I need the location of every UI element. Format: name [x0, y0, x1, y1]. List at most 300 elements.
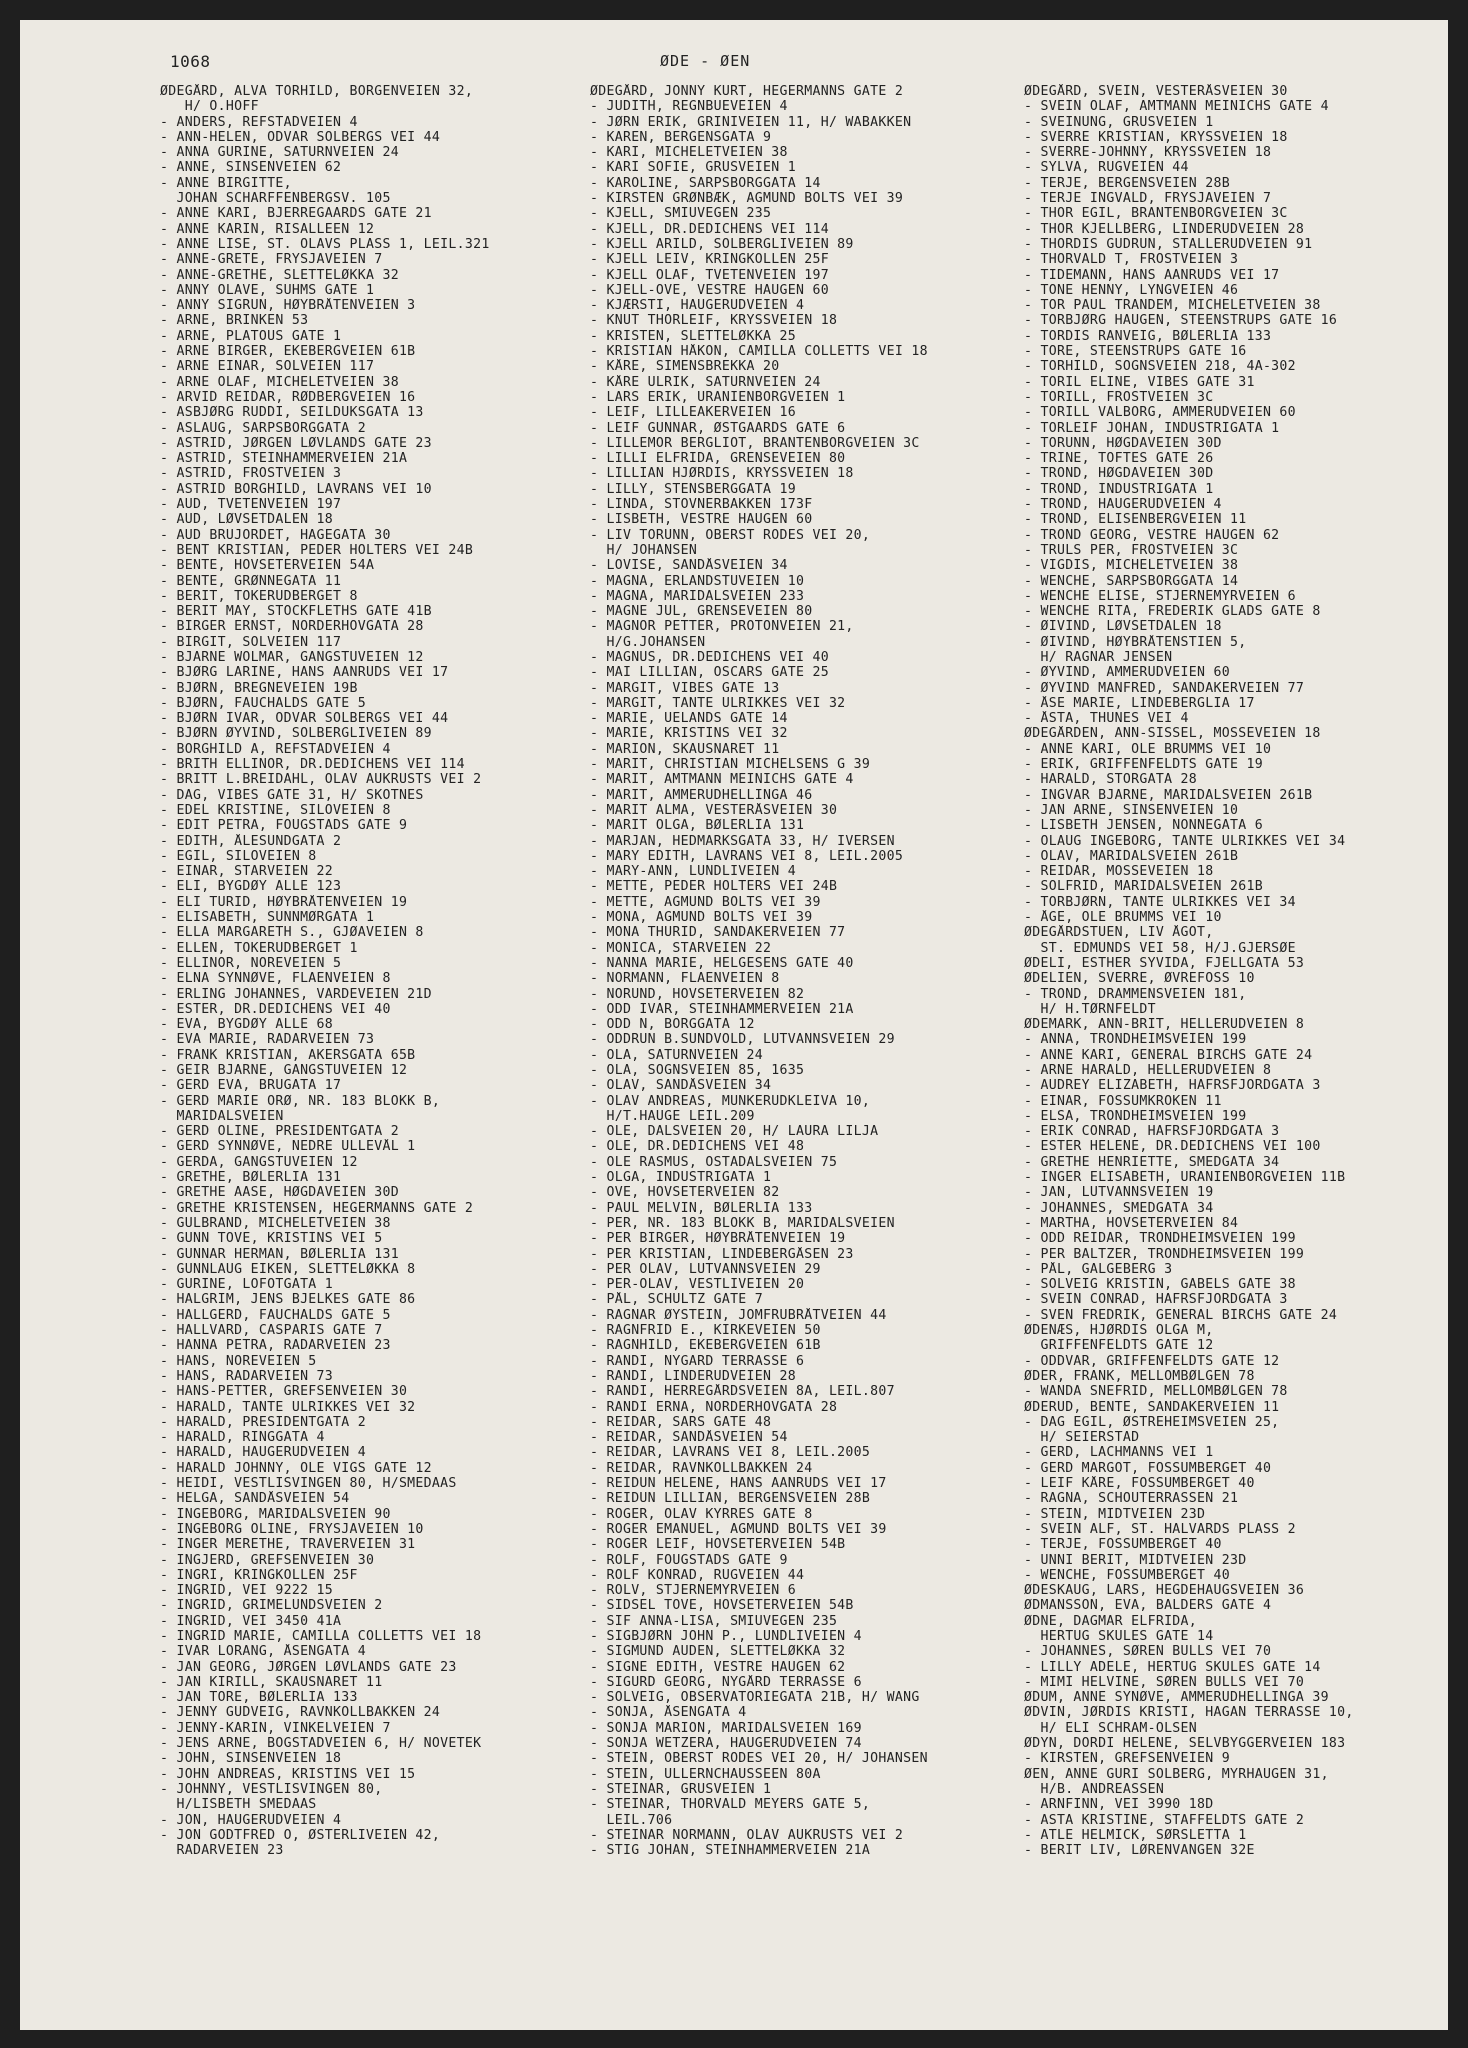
directory-entry-line: - THOR KJELLBERG, LINDERUDVEIEN 28	[1024, 221, 1305, 237]
directory-entry-line: ØDERUD, BENTE, SANDAKERVEIEN 11	[1024, 1399, 1280, 1415]
directory-entry-line: - BIRGIT, SOLVEIEN 117	[160, 634, 342, 650]
directory-entry-line: - EVA MARIE, RADARVEIEN 73	[160, 1032, 375, 1048]
directory-entry-line: - ANNE KARIN, RISALLEEN 12	[160, 221, 375, 237]
directory-entry-line: - BENTE, HOVSETERVEIEN 54A	[160, 558, 375, 574]
directory-entry-line: - BRITH ELLINOR, DR.DEDICHENS VEI 114	[160, 757, 465, 773]
directory-entry-line: - HALLGERD, FAUCHALDS GATE 5	[160, 1307, 391, 1323]
directory-entry-line: - INGJERD, GREFSENVEIEN 30	[160, 1552, 375, 1568]
directory-entry-line: - TROND, HAUGERUDVEIEN 4	[1024, 497, 1222, 513]
directory-entry-line: - TRULS PER, FROSTVEIEN 3C	[1024, 542, 1239, 558]
directory-entry-line: - VIGDIS, MICHELETVEIEN 38	[1024, 558, 1239, 574]
directory-entry-line: - ASTRID BORGHILD, LAVRANS VEI 10	[160, 481, 432, 497]
directory-entry-line: - INGEBORG, MARIDALSVEIEN 90	[160, 1506, 391, 1522]
directory-entry-line: ST. EDMUNDS VEI 58, H/J.GJERSØE	[1024, 940, 1296, 956]
directory-entry-line: - SVEIN ALF, ST. HALVARDS PLASS 2	[1024, 1521, 1296, 1537]
directory-entry-line: - STEIN, OBERST RODES VEI 20, H/ JOHANSEN	[590, 1751, 928, 1767]
directory-entry-line: - LEIF, LILLEAKERVEIEN 16	[590, 405, 796, 421]
directory-entry-line: - KIRSTEN GRØNBÆK, AGMUND BOLTS VEI 39	[590, 191, 904, 207]
column-1	[160, 84, 580, 1858]
directory-entry-line: - KJÆRSTI, HAUGERUDVEIEN 4	[590, 298, 805, 314]
directory-entry-line: - ØIVIND, HØYBRÅTENSTIEN 5,	[1024, 634, 1247, 650]
directory-entry-line: - ODDRUN B.SUNDVOLD, LUTVANNSVEIEN 29	[590, 1032, 895, 1048]
directory-entry-line: - ROGER EMANUEL, AGMUND BOLTS VEI 39	[590, 1521, 887, 1537]
directory-entry-line: - ARNE, BRINKEN 53	[160, 313, 309, 329]
directory-entry-line: - KJELL, DR.DEDICHENS VEI 114	[590, 221, 829, 237]
directory-entry-line: - RANDI ERNA, NORDERHOVGATA 28	[590, 1399, 838, 1415]
directory-entry-line: MARIDALSVEIEN	[160, 1108, 284, 1124]
directory-entry-line: - ARNE HARALD, HELLERUDVEIEN 8	[1024, 1063, 1272, 1078]
directory-entry-line: - TORDIS RANVEIG, BØLERLIA 133	[1024, 328, 1272, 344]
directory-entry-line: - ELSA, TRONDHEIMSVEIEN 199	[1024, 1108, 1247, 1124]
directory-entry-line: - KJELL-OVE, VESTRE HAUGEN 60	[590, 282, 829, 298]
directory-entry-line: - NORMANN, FLAENVEIEN 8	[590, 971, 780, 987]
directory-entry-line: - DAG, VIBES GATE 31, H/ SKOTNES	[160, 787, 424, 803]
directory-entry-line: - ERLING JOHANNES, VARDEVEIEN 21D	[160, 986, 432, 1002]
directory-entry-line: - SOLVEIG KRISTIN, GABELS GATE 38	[1024, 1277, 1296, 1293]
directory-entry-line: - AUDREY ELIZABETH, HAFRSFJORDGATA 3	[1024, 1078, 1321, 1094]
directory-entry-line: - JAN KIRILL, SKAUSNARET 11	[160, 1674, 383, 1690]
directory-entry-line: HERTUG SKULES GATE 14	[1024, 1628, 1214, 1644]
directory-entry-line: - ARNE EINAR, SOLVEIEN 117	[160, 359, 375, 375]
directory-entry-line: - ERIK, GRIFFENFELDTS GATE 19	[1024, 757, 1263, 773]
directory-entry-line: - SVERRE-JOHNNY, KRYSSVEIEN 18	[1024, 145, 1272, 161]
directory-entry-line: - GRETHE KRISTENSEN, HEGERMANNS GATE 2	[160, 1200, 474, 1216]
directory-entry-line: - ØIVIND, LØVSETDALEN 18	[1024, 619, 1222, 635]
directory-entry-line: H/ H.TØRNFELDT	[1024, 1001, 1156, 1017]
directory-entry-line: - STEINAR, GRUSVEIEN 1	[590, 1781, 772, 1797]
directory-entry-line: - STEINAR NORMANN, OLAV AUKRUSTS VEI 2	[590, 1827, 904, 1843]
directory-entry-line: - INGRID, GRIMELUNDSVEIEN 2	[160, 1598, 383, 1614]
directory-entry-line: - LILLY ADELE, HERTUG SKULES GATE 14	[1024, 1659, 1321, 1675]
directory-entry-line: - LARS ERIK, URANIENBORGVEIEN 1	[590, 389, 846, 405]
directory-entry-line: - HELGA, SANDÅSVEIEN 54	[160, 1491, 350, 1507]
directory-entry-line: - BIRGER ERNST, NORDERHOVGATA 28	[160, 619, 424, 635]
directory-entry-line: - OLE, DR.DEDICHENS VEI 48	[590, 1139, 805, 1155]
directory-entry-line: - MARY EDITH, LAVRANS VEI 8, LEIL.2005	[590, 848, 904, 864]
directory-entry-line: - ANN-HELEN, ODVAR SOLBERGS VEI 44	[160, 129, 441, 145]
directory-entry-line: - ROGER LEIF, HOVSETERVEIEN 54B	[590, 1537, 846, 1553]
directory-entry-line: - GERD, LACHMANNS VEI 1	[1024, 1445, 1214, 1461]
directory-entry-line: - PÅL, GALGEBERG 3	[1024, 1261, 1173, 1277]
directory-entry-line: - SVEN FREDRIK, GENERAL BIRCHS GATE 24	[1024, 1307, 1338, 1323]
directory-entry-line: - PER BALTZER, TRONDHEIMSVEIEN 199	[1024, 1246, 1305, 1262]
directory-entry-line: - ARNFINN, VEI 3990 18D	[1024, 1797, 1214, 1813]
directory-entry-line: - ANNY OLAVE, SUHMS GATE 1	[160, 282, 375, 298]
directory-entry-line: - JOHN, SINSENVEIEN 18	[160, 1751, 342, 1767]
directory-entry-line: - OLA, SATURNVEIEN 24	[590, 1047, 764, 1063]
directory-entry-line: - GERD EVA, BRUGATA 17	[160, 1078, 342, 1094]
directory-entry-line: - METTE, AGMUND BOLTS VEI 39	[590, 894, 821, 910]
directory-entry-line: - ANNE KARI, BJERREGAARDS GATE 21	[160, 206, 432, 222]
directory-entry-line: - ASBJØRG RUDDI, SEILDUKSGATA 13	[160, 405, 424, 421]
directory-entry-line: - EDIT PETRA, FOUGSTADS GATE 9	[160, 818, 408, 834]
directory-entry-line: - BJØRN, BREGNEVEIEN 19B	[160, 680, 358, 696]
directory-entry-line: ØDELIEN, SVERRE, ØVREFOSS 10	[1024, 971, 1255, 987]
directory-entry-line: - EDEL KRISTINE, SILOVEIEN 8	[160, 802, 391, 818]
directory-entry-line: - ANNA GURINE, SATURNVEIEN 24	[160, 145, 399, 161]
directory-entry-line: - RAGNAR ØYSTEIN, JOMFRUBRÅTVEIEN 44	[590, 1307, 887, 1323]
directory-entry-line: - ROLF KONRAD, RUGVEIEN 44	[590, 1567, 805, 1583]
directory-entry-line: - BJØRN IVAR, ODVAR SOLBERGS VEI 44	[160, 711, 449, 727]
directory-entry-line: - BJØRN ØYVIND, SOLBERGLIVEIEN 89	[160, 726, 432, 742]
directory-entry-line: - SIDSEL TOVE, HOVSETERVEIEN 54B	[590, 1598, 854, 1614]
directory-entry-line: - UNNI BERIT, MIDTVEIEN 23D	[1024, 1552, 1247, 1568]
directory-entry-line: - MARIT OLGA, BØLERLIA 131	[590, 818, 805, 834]
directory-entry-line: - WANDA SNEFRID, MELLOMBØLGEN 78	[1024, 1384, 1288, 1400]
directory-entry-line: - ELLEN, TOKERUDBERGET 1	[160, 940, 358, 956]
directory-entry-line: - MARIE, UELANDS GATE 14	[590, 711, 788, 727]
directory-entry-line: - HANS, RADARVEIEN 73	[160, 1368, 334, 1384]
directory-entry-line: - JAN TORE, BØLERLIA 133	[160, 1690, 358, 1706]
directory-entry-line: - BERIT MAY, STÖCKFLETHS GATE 41B	[160, 604, 432, 620]
directory-entry-line: - STEIN, MIDTVEIEN 23D	[1024, 1506, 1206, 1522]
directory-entry-line: - RAGNFRID E., KIRKEVEIEN 50	[590, 1323, 821, 1339]
directory-entry-line: - GRETHE HENRIETTE, SMEDGATA 34	[1024, 1154, 1280, 1170]
directory-entry-line: - TROND GEORG, VESTRE HAUGEN 62	[1024, 527, 1280, 543]
directory-entry-line: - MARION, SKAUSNARET 11	[590, 741, 780, 757]
directory-entry-line: - GERD OLINE, PRESIDENTGATA 2	[160, 1124, 399, 1140]
directory-entry-line: - REIDAR, LAVRANS VEI 8, LEIL.2005	[590, 1445, 871, 1461]
directory-entry-line: - NANNA MARIE, HELGESENS GATE 40	[590, 955, 854, 971]
directory-entry-line: - MARTHA, HOVSETERVEIEN 84	[1024, 1215, 1239, 1231]
directory-entry-line: - GUNNAR HERMAN, BØLERLIA 131	[160, 1246, 399, 1262]
directory-entry-line: - LILLY, STENSBERGGATA 19	[590, 481, 796, 497]
directory-entry-line: - REIDAR, SANDÅSVEIEN 54	[590, 1430, 788, 1446]
directory-entry-line: - OLAV, SANDÅSVEIEN 34	[590, 1078, 772, 1094]
directory-entry-line: - MARGIT, TANTE ULRIKKES VEI 32	[590, 695, 846, 711]
directory-entry-line: ØDENÆS, HJØRDIS OLGA M,	[1024, 1323, 1214, 1339]
directory-entry-line: - ANDERS, REFSTADVEIEN 4	[160, 114, 358, 130]
directory-entry-line: - ASLAUG, SARPSBORGGATA 2	[160, 420, 366, 436]
directory-entry-line: - HARALD, HAUGERUDVEIEN 4	[160, 1445, 366, 1461]
directory-entry-line: - INGRID, VEI 9222 15	[160, 1583, 334, 1599]
column-2	[590, 84, 1020, 1858]
directory-entry-line: - TORLEIF JOHAN, INDUSTRIGATA 1	[1024, 420, 1280, 436]
directory-entry-line: - EVA, BYGDØY ALLE 68	[160, 1017, 334, 1033]
directory-entry-line: - ANNE, SINSENVEIEN 62	[160, 160, 342, 176]
column-3	[1024, 84, 1448, 1858]
directory-entry-line: - GRETHE, BØLERLIA 131	[160, 1170, 342, 1186]
directory-entry-line: - TONE HENNY, LYNGVEIEN 46	[1024, 282, 1239, 298]
directory-entry-line: - SIF ANNA-LISA, SMIUVEGEN 235	[590, 1613, 838, 1629]
directory-entry-line: - ASTRID, FROSTVEIEN 3	[160, 466, 342, 482]
directory-entry-line: - ROLV, STJERNEMYRVEIEN 6	[590, 1583, 796, 1599]
directory-entry-line: - BERIT LIV, LØRENVANGEN 32E	[1024, 1843, 1255, 1859]
directory-entry-line: - TOR PAUL TRANDEM, MICHELETVEIEN 38	[1024, 298, 1321, 314]
directory-entry-line: - KJELL, SMIUVEGEN 235	[590, 206, 772, 222]
directory-entry-line: - BJØRG LARINE, HANS AANRUDS VEI 17	[160, 665, 449, 681]
directory-entry-line: - KJELL OLAF, TVETENVEIEN 197	[590, 267, 829, 283]
directory-entry-line: ØDMANSSON, EVA, BALDERS GATE 4	[1024, 1598, 1272, 1614]
directory-entry-line: - BJARNE WOLMAR, GANGSTUVEIEN 12	[160, 649, 424, 665]
directory-entry-line: GRIFFENFELDTS GATE 12	[1024, 1338, 1214, 1354]
directory-entry-line: - JOHANNES, SØREN BULLS VEI 70	[1024, 1644, 1272, 1660]
directory-entry-line: - EINAR, STARVEIEN 22	[160, 864, 334, 880]
directory-entry-line: - MARIT ALMA, VESTERÅSVEIEN 30	[590, 802, 838, 818]
directory-entry-line: - HANS, NOREVEIEN 5	[160, 1353, 317, 1369]
directory-entry-line: - ROGER, OLAV KYRRES GATE 8	[590, 1506, 813, 1522]
directory-entry-line: JOHAN SCHARFFENBERGSV. 105	[160, 191, 391, 207]
directory-entry-line: - KIRSTEN, GREFSENVEIEN 9	[1024, 1751, 1230, 1767]
directory-entry-line: - AUD, TVETENVEIEN 197	[160, 497, 342, 513]
directory-entry-line: RADARVEIEN 23	[160, 1843, 284, 1859]
directory-entry-line: - MAGNUS, DR.DEDICHENS VEI 40	[590, 649, 829, 665]
directory-entry-line: - GEIR BJARNE, GANGSTUVEIEN 12	[160, 1063, 408, 1078]
directory-entry-line: ØDYN, DORDI HELENE, SELVBYGGERVEIEN 183	[1024, 1736, 1346, 1752]
directory-entry-line: - ARNE OLAF, MICHELETVEIEN 38	[160, 374, 399, 390]
directory-entry-line: - REIDUN HELENE, HANS AANRUDS VEI 17	[590, 1476, 887, 1492]
directory-entry-line: - SOLFRID, MARIDALSVEIEN 261B	[1024, 879, 1263, 895]
directory-entry-line: - STEIN, ULLERNCHAUSSEEN 80A	[590, 1766, 821, 1782]
directory-entry-line: - HARALD JOHNNY, OLE VIGS GATE 12	[160, 1460, 432, 1476]
directory-entry-line: - WENCHE, FOSSUMBERGET 40	[1024, 1567, 1230, 1583]
directory-entry-line: H/ JOHANSEN	[590, 542, 698, 558]
directory-entry-line: - ANNE KARI, OLE BRUMMS VEI 10	[1024, 741, 1272, 757]
directory-entry-line: - GERD SYNNØVE, NEDRE ULLEVÅL 1	[160, 1139, 416, 1155]
directory-entry-line: - REIDAR, SARS GATE 48	[590, 1414, 772, 1430]
directory-entry-line: - METTE, PEDER HOLTERS VEI 24B	[590, 879, 838, 895]
directory-entry-line: - MONICA, STARVEIEN 22	[590, 940, 772, 956]
directory-entry-line: H/G.JOHANSEN	[590, 634, 706, 650]
directory-entry-line: - PÅL, SCHULTZ GATE 7	[590, 1292, 764, 1308]
directory-entry-line: - TERJE, FOSSUMBERGET 40	[1024, 1537, 1222, 1553]
directory-entry-line: - TORBJØRG HAUGEN, STEENSTRUPS GATE 16	[1024, 313, 1338, 329]
directory-entry-line: - ANNE KARI, GENERAL BIRCHS GATE 24	[1024, 1047, 1313, 1063]
directory-entry-line: - INGVAR BJARNE, MARIDALSVEIEN 261B	[1024, 787, 1313, 803]
directory-entry-line: - TORHILD, SOGNSVEIEN 218, 4A-302	[1024, 359, 1296, 375]
directory-entry-line: - TORIL ELINE, VIBES GATE 31	[1024, 374, 1255, 390]
directory-entry-line: - ERIK CONRAD, HAFRSFJORDGATA 3	[1024, 1124, 1280, 1140]
directory-entry-line: ØDEGÅRD, ALVA TORHILD, BORGENVEIEN 32,	[160, 84, 474, 99]
directory-entry-line: - MARY-ANN, LUNDLIVEIEN 4	[590, 864, 796, 880]
directory-entry-line: - ODD IVAR, STEINHAMMERVEIEN 21A	[590, 1001, 854, 1017]
directory-entry-line: - MAGNE JUL, GRENSEVEIEN 80	[590, 604, 813, 620]
directory-entry-line: - ANNE BIRGITTE,	[160, 175, 292, 191]
directory-entry-line: H/T.HAUGE LEIL.209	[590, 1108, 755, 1124]
directory-entry-line: - JENNY GUDVEIG, RAVNKOLLBAKKEN 24	[160, 1705, 441, 1721]
directory-entry-line: - RANDI, HERREGÅRDSVEIEN 8A, LEIL.807	[590, 1384, 895, 1400]
directory-entry-line: - SIGBJØRN JOHN P., LUNDLIVEIEN 4	[590, 1628, 862, 1644]
directory-entry-line: - MIMI HELVINE, SØREN BULLS VEI 70	[1024, 1674, 1305, 1690]
directory-entry-line: - JOHANNES, SMEDGATA 34	[1024, 1200, 1214, 1216]
directory-entry-line: - TROND, HØGDAVEIEN 30D	[1024, 466, 1214, 482]
directory-entry-line: - ODD REIDAR, TRONDHEIMSVEIEN 199	[1024, 1231, 1296, 1247]
directory-entry-line: - ÅGE, OLE BRUMMS VEI 10	[1024, 910, 1222, 926]
directory-entry-line: - RANDI, LINDERUDVEIEN 28	[590, 1368, 796, 1384]
directory-entry-line: - MONA THURID, SANDAKERVEIEN 77	[590, 925, 846, 941]
directory-entry-line: - HARALD, TANTE ULRIKKES VEI 32	[160, 1399, 416, 1415]
directory-entry-line: - KÅRE, SIMENSBREKKA 20	[590, 359, 780, 375]
directory-entry-line: - JENNY-KARIN, VINKELVEIEN 7	[160, 1720, 391, 1736]
directory-entry-line: - ANNA, TRONDHEIMSVEIEN 199	[1024, 1032, 1247, 1048]
directory-entry-line: - ROLF, FOUGSTADS GATE 9	[590, 1552, 788, 1568]
directory-entry-line: - WENCHE ELISE, STJERNEMYRVEIEN 6	[1024, 588, 1296, 604]
directory-entry-line: - REIDAR, RAVNKOLLBAKKEN 24	[590, 1460, 813, 1476]
directory-entry-line: - BENT KRISTIAN, PEDER HOLTERS VEI 24B	[160, 542, 474, 558]
directory-entry-line: - OLAV ANDREAS, MUNKERUDKLEIVA 10,	[590, 1093, 871, 1109]
directory-entry-line: - SOLVEIG, OBSERVATORIEGATA 21B, H/ WANG	[590, 1690, 920, 1706]
directory-entry-line: - ELLINOR, NOREVEIEN 5	[160, 955, 342, 971]
directory-entry-line: - ELNA SYNNØVE, FLAENVEIEN 8	[160, 971, 391, 987]
directory-entry-line: - ANNE-GRETHE, SLETTELØKKA 32	[160, 267, 399, 283]
directory-entry-line: - KRISTEN, SLETTELØKKA 25	[590, 328, 796, 344]
directory-entry-line: - JENS ARNE, BOGSTADVEIEN 6, H/ NOVETEK	[160, 1736, 482, 1752]
directory-entry-line: - PER KRISTIAN, LINDEBERGÅSEN 23	[590, 1246, 854, 1262]
directory-entry-line: - LILLI ELFRIDA, GRENSEVEIEN 80	[590, 451, 846, 467]
directory-entry-line: H/ RAGNAR JENSEN	[1024, 649, 1173, 665]
directory-entry-line: - SIGNE EDITH, VESTRE HAUGEN 62	[590, 1659, 846, 1675]
directory-entry-line: - GERD MARGOT, FOSSUMBERGET 40	[1024, 1460, 1272, 1476]
directory-entry-line: - JAN GEORG, JØRGEN LØVLANDS GATE 23	[160, 1659, 457, 1675]
directory-entry-line: - BJØRN, FAUCHALDS GATE 5	[160, 695, 366, 711]
directory-entry-line: - LILLEMOR BERGLIOT, BRANTENBORGVEIEN 3C	[590, 435, 920, 451]
directory-entry-line: - SVEIN CONRAD, HAFRSFJORDGATA 3	[1024, 1292, 1288, 1308]
directory-entry-line: H/LISBETH SMEDAAS	[160, 1797, 317, 1813]
directory-entry-line: - SIGURD GEORG, NYGÅRD TERRASSE 6	[590, 1674, 862, 1690]
directory-entry-line: - HANNA PETRA, RADARVEIEN 23	[160, 1338, 391, 1354]
directory-entry-line: - KJELL ARILD, SOLBERGLIVEIEN 89	[590, 236, 854, 252]
directory-entry-line: - REIDUN LILLIAN, BERGENSVEIEN 28B	[590, 1491, 871, 1507]
directory-entry-line: ØDESKAUG, LARS, HEGDEHAUGSVEIEN 36	[1024, 1583, 1305, 1599]
directory-entry-line: - HANS-PETTER, GREFSENVEIEN 30	[160, 1384, 408, 1400]
directory-entry-line: - TROND, DRAMMENSVEIEN 181,	[1024, 986, 1247, 1002]
directory-entry-line: - JON, HAUGERUDVEIEN 4	[160, 1812, 342, 1828]
directory-entry-line: - ODDVAR, GRIFFENFELDTS GATE 12	[1024, 1353, 1280, 1369]
directory-page	[20, 20, 1448, 2030]
directory-entry-line: - HALGRIM, JENS BJELKES GATE 86	[160, 1292, 416, 1308]
directory-entry-line: - THOR EGIL, BRANTENBORGVEIEN 3C	[1024, 206, 1288, 222]
directory-entry-line: ØDELI, ESTHER SYVIDA, FJELLGATA 53	[1024, 955, 1305, 971]
directory-entry-line: - GRETHE AASE, HØGDAVEIEN 30D	[160, 1185, 399, 1201]
directory-entry-line: - STEINAR, THORVALD MEYERS GATE 5,	[590, 1797, 871, 1813]
directory-entry-line: - AUD, LØVSETDALEN 18	[160, 512, 334, 528]
directory-entry-line: - ÅSE MARIE, LINDEBERGLIA 17	[1024, 695, 1255, 711]
directory-entry-line: - TORUNN, HØGDAVEIEN 30D	[1024, 435, 1222, 451]
directory-entry-line: - SYLVA, RUGVEIEN 44	[1024, 160, 1189, 176]
directory-entry-line: LEIL.706	[590, 1812, 673, 1828]
directory-entry-line: - IVAR LORANG, ÅSENGATA 4	[160, 1644, 366, 1660]
directory-entry-line: - RANDI, NYGARD TERRASSE 6	[590, 1353, 805, 1369]
directory-entry-line: - KRISTIAN HÅKON, CAMILLA COLLETTS VEI 18	[590, 344, 928, 360]
directory-entry-line: - ELI, BYGDØY ALLE 123	[160, 879, 342, 895]
directory-entry-line: - THORVALD T, FROSTVEIEN 3	[1024, 252, 1239, 268]
directory-entry-line: - TIDEMANN, HANS AANRUDS VEI 17	[1024, 267, 1280, 283]
directory-entry-line: - TORE, STEENSTRUPS GATE 16	[1024, 344, 1247, 360]
directory-entry-line: ØDER, FRANK, MELLOMBØLGEN 78	[1024, 1368, 1255, 1384]
directory-entry-line: - GURINE, LOFOTGATA 1	[160, 1277, 334, 1293]
running-head: ØDE - ØEN	[660, 52, 751, 70]
directory-entry-line: - ÅSTA, THUNES VEI 4	[1024, 711, 1189, 727]
directory-entry-line: - SVEIN OLAF, AMTMANN MEINICHS GATE 4	[1024, 99, 1329, 115]
directory-entry-line: - EINAR, FOSSUMKROKEN 11	[1024, 1093, 1222, 1109]
directory-entry-line: ØDEGÅRD, JONNY KURT, HEGERMANNS GATE 2	[590, 84, 904, 99]
directory-entry-line: - GERDA, GANGSTUVEIEN 12	[160, 1154, 358, 1170]
directory-entry-line: - KÅRE ULRIK, SATURNVEIEN 24	[590, 374, 821, 390]
directory-entry-line: - BORGHILD A, REFSTADVEIEN 4	[160, 741, 391, 757]
directory-entry-line: - DAG EGIL, ØSTREHEIMSVEIEN 25,	[1024, 1414, 1280, 1430]
directory-entry-line: - ELISABETH, SUNNMØRGATA 1	[160, 910, 375, 926]
directory-entry-line: - MARIT, AMMERUDHELLINGA 46	[590, 787, 813, 803]
directory-entry-line: - ELLA MARGARETH S., GJØAVEIEN 8	[160, 925, 424, 941]
directory-entry-line: - MAI LILLIAN, OSCARS GATE 25	[590, 665, 829, 681]
directory-entry-line: - MAGNA, MARIDALSVEIEN 233	[590, 588, 805, 604]
directory-entry-line: - MARIT, CHRISTIAN MICHELSENS G 39	[590, 757, 871, 773]
directory-entry-line: - ELI TURID, HØYBRÅTENVEIEN 19	[160, 894, 408, 910]
directory-entry-line: - SVERRE KRISTIAN, KRYSSVEIEN 18	[1024, 129, 1288, 145]
directory-entry-line: - KARI SOFIE, GRUSVEIEN 1	[590, 160, 796, 176]
directory-entry-line: - PER BIRGER, HØYBRÅTENVEIEN 19	[590, 1231, 846, 1247]
directory-entry-line: - ARNE BIRGER, EKEBERGVEIEN 61B	[160, 344, 416, 360]
directory-entry-line: - INGRI, KRINGKOLLEN 25F	[160, 1567, 358, 1583]
directory-entry-line: - HEIDI, VESTLISVINGEN 80, H/SMEDAAS	[160, 1476, 457, 1492]
directory-entry-line: - ODD N, BORGGATA 12	[590, 1017, 755, 1033]
directory-entry-line: - MONA, AGMUND BOLTS VEI 39	[590, 910, 813, 926]
directory-entry-line: - GERD MARIE ORØ, NR. 183 BLOKK B,	[160, 1093, 441, 1109]
directory-entry-line: ØDEGÅRDSTUEN, LIV ÅGOT,	[1024, 925, 1214, 941]
directory-entry-line: - JØRN ERIK, GRINIVEIEN 11, H/ WABAKKEN	[590, 114, 912, 130]
directory-entry-line: - THORDIS GUDRUN, STALLERUDVEIEN 91	[1024, 236, 1313, 252]
directory-entry-line: - RAGNA, SCHOUTERRASSEN 21	[1024, 1491, 1239, 1507]
directory-entry-line: ØDUM, ANNE SYNØVE, AMMERUDHELLINGA 39	[1024, 1690, 1329, 1706]
directory-entry-line: - HALLVARD, CASPARIS GATE 7	[160, 1323, 383, 1339]
directory-entry-line: H/ ELI SCHRAM-OLSEN	[1024, 1720, 1198, 1736]
directory-entry-line: - FRANK KRISTIAN, AKERSGATA 65B	[160, 1047, 416, 1063]
directory-entry-line: - JAN, LUTVANNSVEIEN 19	[1024, 1185, 1214, 1201]
directory-entry-line: - INGER MERETHE, TRAVERVEIEN 31	[160, 1537, 416, 1553]
directory-entry-line: ØDNE, DAGMAR ELFRIDA,	[1024, 1613, 1198, 1629]
directory-entry-line: - KARI, MICHELETVEIEN 38	[590, 145, 788, 161]
directory-entry-line: - LEIF GUNNAR, ØSTGAARDS GATE 6	[590, 420, 846, 436]
directory-entry-line: - OLAUG INGEBORG, TANTE ULRIKKES VEI 34	[1024, 833, 1346, 849]
directory-entry-line: - PER-OLAV, VESTLIVEIEN 20	[590, 1277, 805, 1293]
directory-entry-line: - SIGMUND AUDEN, SLETTELØKKA 32	[590, 1644, 846, 1660]
directory-entry-line: - NORUND, HOVSETERVEIEN 82	[590, 986, 805, 1002]
directory-entry-line: - AUD BRUJORDET, HAGEGATA 30	[160, 527, 391, 543]
directory-entry-line: - ØYVIND, AMMERUDVEIEN 60	[1024, 665, 1230, 681]
directory-entry-line: - ASTRID, JØRGEN LØVLANDS GATE 23	[160, 435, 432, 451]
directory-entry-line: - JON GODTFRED O, ØSTERLIVEIEN 42,	[160, 1827, 441, 1843]
directory-entry-line: - LILLIAN HJØRDIS, KRYSSVEIEN 18	[590, 466, 854, 482]
directory-entry-line: - PER OLAV, LUTVANNSVEIEN 29	[590, 1261, 821, 1277]
directory-entry-line: ØDEGÅRD, SVEIN, VESTERÅSVEIEN 30	[1024, 84, 1288, 99]
directory-entry-line: - OLAV, MARIDALSVEIEN 261B	[1024, 848, 1239, 864]
directory-entry-line: - TROND, INDUSTRIGATA 1	[1024, 481, 1214, 497]
directory-entry-line: - ANNY SIGRUN, HØYBRÅTENVEIEN 3	[160, 298, 416, 314]
directory-entry-line: - SONJA, ÅSENGATA 4	[590, 1705, 747, 1721]
directory-entry-line: - TROND, ELISENBERGVEIEN 11	[1024, 512, 1247, 528]
directory-entry-line: - MARIE, KRISTINS VEI 32	[590, 726, 788, 742]
directory-entry-line: - ASTA KRISTINE, STAFFELDTS GATE 2	[1024, 1812, 1305, 1828]
directory-entry-line: - WENCHE RITA, FREDERIK GLADS GATE 8	[1024, 604, 1321, 620]
directory-entry-line: - INGEBORG OLINE, FRYSJAVEIEN 10	[160, 1521, 424, 1537]
directory-entry-line: - ASTRID, STEINHAMMERVEIEN 21A	[160, 451, 408, 467]
directory-entry-line: - EGIL, SILOVEIEN 8	[160, 848, 317, 864]
directory-entry-line: - TERJE INGVALD, FRYSJAVEIEN 7	[1024, 191, 1272, 207]
directory-entry-line: - INGRID, VEI 3450 41A	[160, 1613, 342, 1629]
directory-entry-line: - ARVID REIDAR, RØDBERGVEIEN 16	[160, 389, 416, 405]
directory-entry-line: - KJELL LEIV, KRINGKOLLEN 25F	[590, 252, 829, 268]
directory-entry-line: - WENCHE, SARPSBORGGATA 14	[1024, 573, 1239, 589]
directory-entry-line: H/ O.HOFF	[160, 99, 259, 115]
directory-entry-line: - JOHNNY, VESTLISVINGEN 80,	[160, 1781, 383, 1797]
directory-entry-line: - SVEINUNG, GRUSVEIEN 1	[1024, 114, 1214, 130]
directory-entry-line: - SONJA WETZERA, HAUGERUDVEIEN 74	[590, 1736, 862, 1752]
directory-entry-line: - ESTER HELENE, DR.DEDICHENS VEI 100	[1024, 1139, 1321, 1155]
directory-entry-line: - SONJA MARION, MARIDALSVEIEN 169	[590, 1720, 862, 1736]
directory-entry-line: - BENTE, GRØNNEGATA 11	[160, 573, 342, 589]
directory-entry-line: - ANNE LISE, ST. OLAVS PLASS 1, LEIL.321	[160, 236, 490, 252]
directory-entry-line: - ARNE, PLATOUS GATE 1	[160, 328, 342, 344]
